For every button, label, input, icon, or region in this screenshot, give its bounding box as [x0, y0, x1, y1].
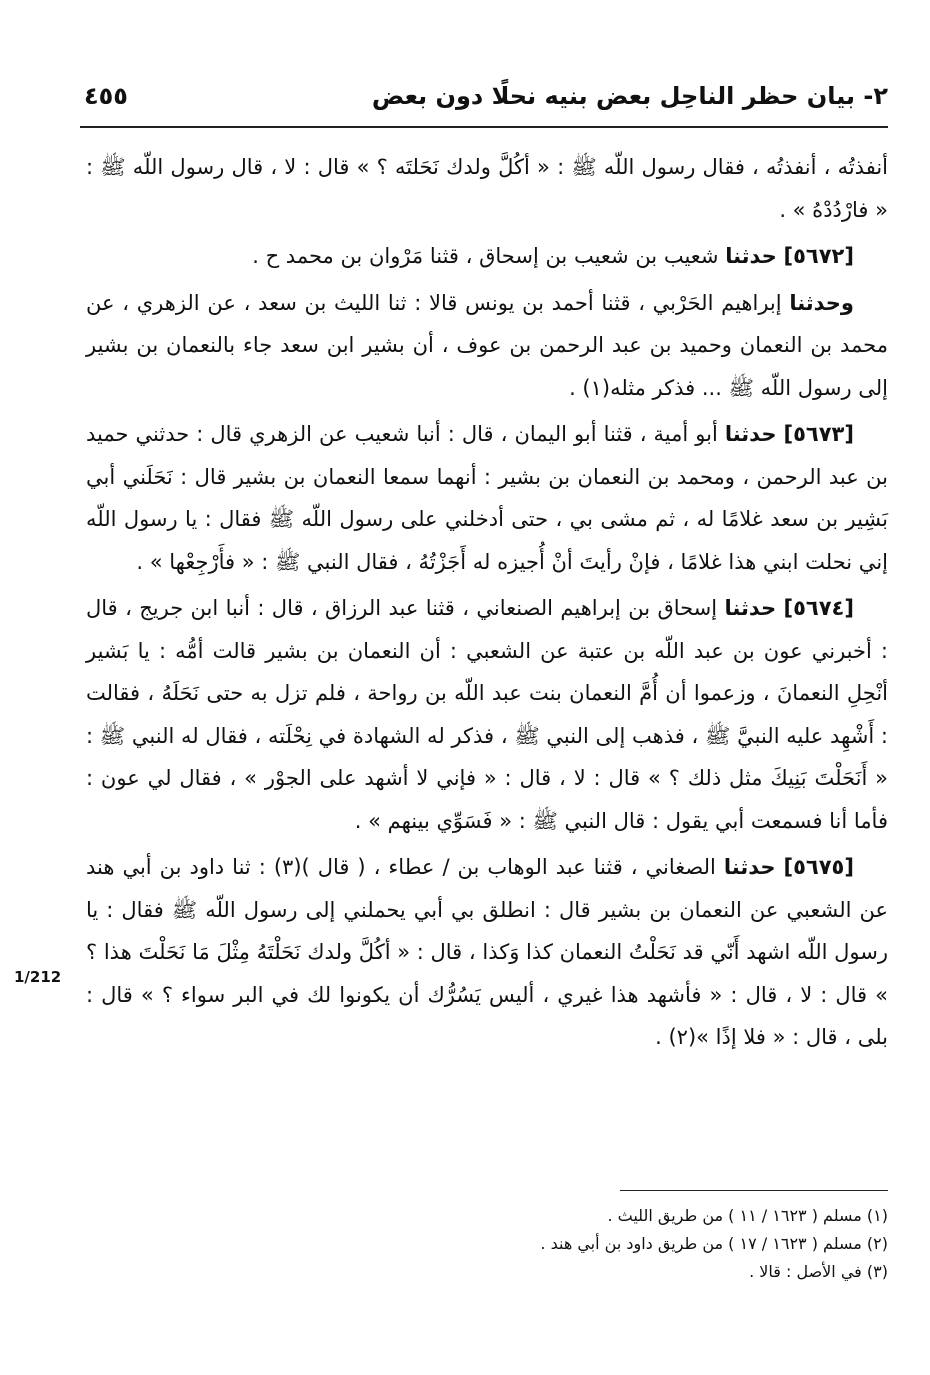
page-header [80, 78, 888, 126]
footnote-3: (٣) في الأصل : قالا . [749, 1262, 888, 1281]
header-divider [80, 126, 888, 128]
paragraph-text: أبو أمية ، قثنا أبو اليمان ، قال : أنبا شعيب عن الزهري قال : حدثني حميد بن عبد الرحمن ، ومحمد بن النعمان بن بشير : أنهما سمعا النعمان بن بشير قال : نَحَلَني أبي بَشِير بن سعد غلامًا له ، ثم مشى بي ، حتى أدخلني على رسول اللّه ﷺ فقال : يا رسول اللّه إني نحلت ابني هذا غلامًا ، فإنْ رأيتَ أنْ أُجيزه له أَجَزْتُهُ ، فقال النبي ﷺ : « فأَرْجِعْها » . [86, 422, 888, 574]
chapter-title: ٢- بيان حظر الناحِل بعض بنيه نحلًا دون بعض [371, 82, 888, 110]
hadith-lead: وحدثنا [789, 290, 854, 315]
hadith-5672-chain [86, 282, 888, 410]
footnotes [86, 1202, 888, 1286]
page-number: ٤٥٥ [84, 82, 128, 110]
margin-reference: 1/212 [14, 968, 62, 986]
paragraph-text: أنفذتُه ، أنفذتُه ، فقال رسول اللّه ﷺ : « أكُلَّ ولدك نَحَلتَه ؟ » قال : لا ، قال رسول اللّه ﷺ : « فارْدُدْهُ » . [86, 155, 888, 222]
hadith-lead: حدثنا [724, 596, 777, 620]
paragraph-text: شعيب بن شعيب بن إسحاق ، قثنا مَرْوان بن محمد ح . [252, 244, 719, 268]
hadith-number: [٥٦٧٣] [783, 422, 854, 446]
footnote-divider [620, 1190, 888, 1191]
hadith-5675 [86, 846, 888, 1059]
paragraph-text: الصغاني ، قثنا عبد الوهاب بن / عطاء ، ( قال )(٣) : ثنا داود بن أبي هند عن الشعبي عن النعمان بن بشير قال : انطلق بي أبي يحملني إلى رسول اللّه ﷺ فقال : يا رسول اللّه اشهد أَنّي قد نَحَلْتُ النعمان كذا وَكذا ، قال : « أكُلَّ ولدك نَحَلْتَهُ مِثْلَ مَا نَحَلْتَ هذا ؟ » قال : لا ، قال : « فأشهد هذا غيري ، أليس يَسُرُّك أن يكونوا لك في البر سواء ؟ » قال : بلى ، قال : « فلا إذًا »(٢) . [86, 855, 888, 1049]
paragraph-text: إبراهيم الحَرْبي ، قثنا أحمد بن يونس قالا : ثنا الليث بن سعد ، عن الزهري ، عن محمد بن النعمان وحميد بن عبد الرحمن بن عوف ، أن بشير ابن سعد جاء بالنعمان بن بشير إلى رسول اللّه ﷺ ... فذكر مثله(١) . [86, 290, 888, 400]
hadith-lead: حدثنا [724, 422, 777, 446]
main-text [86, 146, 888, 1063]
hadith-lead: حدثنا [723, 855, 776, 879]
hadith-number: [٥٦٧٥] [783, 855, 854, 879]
hadith-5673 [86, 413, 888, 583]
hadith-number: [٥٦٧٢] [783, 244, 854, 268]
hadith-5672 [86, 235, 888, 278]
footnote-1: (١) مسلم ( ١٦٢٣ / ١١ ) من طريق الليث . [607, 1206, 888, 1225]
hadith-lead: حدثنا [725, 244, 777, 268]
hadith-5674 [86, 587, 888, 842]
paragraph-text: إسحاق بن إبراهيم الصنعاني ، قثنا عبد الرزاق ، قال : أنبا ابن جريج ، قال : أخبرني عون بن عبد اللّه بن عتبة عن الشعبي : أن النعمان بن بشير قالت أمُّه : يا بَشير أنْحِلِ النعمانَ ، وزعموا أن أُمَّ النعمان بنت عبد اللّه بن رواحة ، فلم تزل به حتى نَحَلَهُ ، فقالت : أَشْهِد عليه النبيَّ ﷺ ، فذهب إلى النبي ﷺ ، فذكر له الشهادة في نِحْلَته ، فقال له النبي ﷺ : « أَنَحَلْتَ بَنِيكَ مثل ذلك ؟ » قال : لا ، قال : « فإني لا أشهد على الجوْر » ، فقال لي عون : فأما أنا فسمعت أبي يقول : قال النبي ﷺ : « فَسَوِّي بينهم » . [86, 596, 888, 833]
hadith-number: [٥٦٧٤] [783, 596, 854, 620]
footnote-2: (٢) مسلم ( ١٦٢٣ / ١٧ ) من طريق داود بن أبي هند . [540, 1234, 888, 1253]
paragraph-continuation [86, 146, 888, 231]
